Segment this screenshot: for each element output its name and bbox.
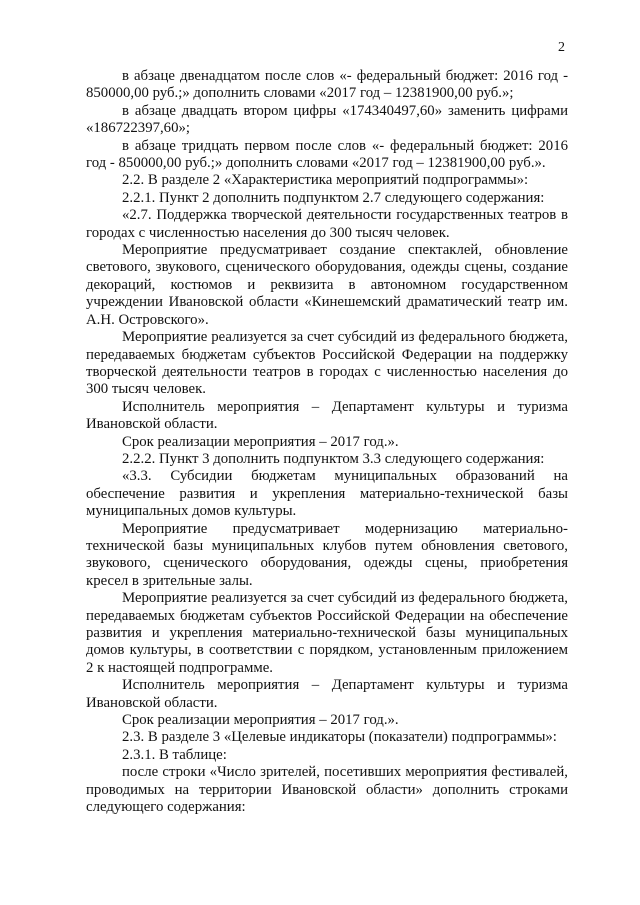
paragraph: 2.3. В разделе 3 «Целевые индикаторы (показатели) подпрограммы»: (122, 729, 557, 746)
paragraph: Срок реализации мероприятия – 2017 год.». (122, 433, 399, 450)
paragraph: «3.3. Субсидии бюджетам муниципальных образований на обеспечение развития и укрепления материально-технической базы муниципальных домов культуры. (86, 468, 568, 520)
paragraph: Мероприятие предусматривает создание спектаклей, обновление светового, звукового, сценического оборудования, одежды сцены, создание декораций, костюмов и реквизита в автономном государственном учреждении Ивановской области «Кинешемский драматический театр им. А.Н. Островского». (86, 242, 568, 328)
paragraph: Мероприятие предусматривает модернизацию материально-технической базы муниципальных клубов путем обновления светового, звукового, сценического оборудования, одежды сцены, приобретения кресел в зрительные залы. (86, 520, 568, 589)
paragraph: Срок реализации мероприятия – 2017 год.». (122, 712, 399, 729)
paragraph: Исполнитель мероприятия – Департамент культуры и туризма Ивановской области. (86, 398, 568, 433)
paragraph: в абзаце тридцать первом после слов «- федеральный бюджет: 2016 год - 850000,00 руб.;» дополнить словами «2017 год – 12381900,00 руб.». (86, 137, 568, 172)
paragraph: 2.2.1. Пункт 2 дополнить подпунктом 2.7 следующего содержания: (122, 189, 545, 206)
paragraph: в абзаце двадцать втором цифры «174340497,60» заменить цифрами «186722397,60»; (86, 102, 568, 137)
paragraph: 2.2.2. Пункт 3 дополнить подпунктом 3.3 следующего содержания: (122, 450, 545, 467)
paragraph: 2.3.1. В таблице: (122, 746, 227, 763)
page-number: 2 (558, 40, 565, 55)
paragraph: «2.7. Поддержка творческой деятельности государственных театров в городах с численностью населения до 300 тысяч человек. (86, 207, 568, 241)
paragraph: Мероприятие реализуется за счет субсидий из федерального бюджета, передаваемых бюджетам субъектов Российской Федерации на обеспечение развития и укрепления материально-технической базы муниципальных домов культуры, в соответствии с порядком, установленным приложением 2 к настоящей подпрограмме. (86, 590, 568, 676)
paragraph: Мероприятие реализуется за счет субсидий из федерального бюджета, передаваемых бюджетам субъектов Российской Федерации на поддержку творческой деятельности театров в городах с численностью населения до 300 тысяч человек. (86, 329, 568, 398)
paragraph: Исполнитель мероприятия – Департамент культуры и туризма Ивановской области. (86, 677, 568, 711)
paragraph: в абзаце двенадцатом после слов «- федеральный бюджет: 2016 год - 850000,00 руб.;» дополнить словами «2017 год – 12381900,00 руб.»; (86, 68, 568, 102)
paragraph: 2.2. В разделе 2 «Характеристика мероприятий подпрограммы»: (122, 172, 529, 189)
paragraph: после строки «Число зрителей, посетивших мероприятия фестивалей, проводимых на территории Ивановской области» дополнить строками следующего содержания: (86, 764, 568, 816)
document-body (86, 68, 568, 816)
